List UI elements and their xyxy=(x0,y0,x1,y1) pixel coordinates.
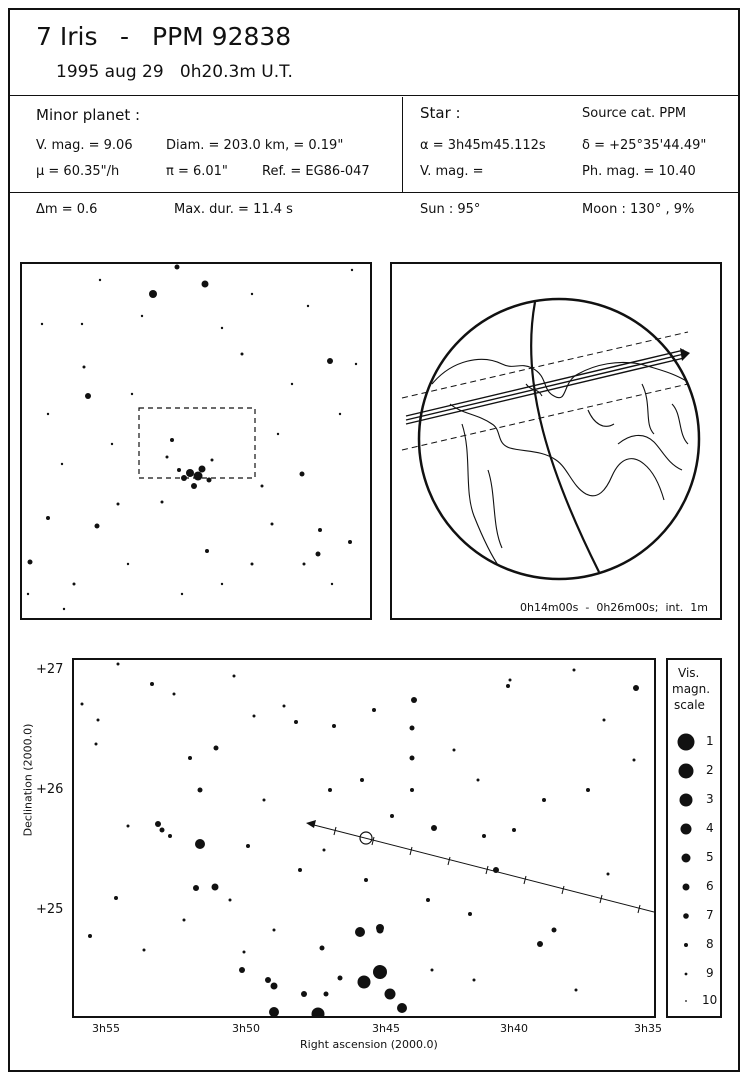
chart-star xyxy=(117,663,120,666)
chart-star xyxy=(586,788,590,792)
legend-dot-6 xyxy=(683,884,690,891)
globe-time-caption: 0h14m00s - 0h26m00s; int. 1m xyxy=(519,601,708,614)
chart-star xyxy=(328,788,332,792)
star-declination: δ = +25°35'44.49" xyxy=(582,138,707,153)
globe-map xyxy=(392,264,720,618)
chart-star xyxy=(468,912,472,916)
info-column-divider xyxy=(402,97,403,192)
chart-star xyxy=(338,976,343,981)
chart-star xyxy=(183,919,186,922)
chart-star xyxy=(81,703,84,706)
finder-star xyxy=(170,438,174,442)
chart-star xyxy=(312,1008,325,1017)
finder-star xyxy=(205,549,209,553)
finder-star xyxy=(41,323,43,325)
sun-elongation: Sun : 95° xyxy=(420,202,481,217)
star-chart-panel xyxy=(72,658,656,1018)
y-axis-label: Declination (2000.0) xyxy=(21,723,35,837)
finder-star xyxy=(211,459,214,462)
planet-vmag: V. mag. = 9.06 xyxy=(36,138,133,153)
star-heading: Star : xyxy=(420,104,461,122)
minor-planet-heading: Minor planet : xyxy=(36,106,141,124)
globe-panel xyxy=(390,262,722,620)
finder-star xyxy=(221,583,223,585)
finder-star xyxy=(261,485,264,488)
chart-star xyxy=(385,989,396,1000)
chart-star xyxy=(88,934,92,938)
finder-star xyxy=(85,393,91,399)
legend-dot-1 xyxy=(678,734,695,751)
finder-star xyxy=(241,353,244,356)
legend-label-9: 9 xyxy=(706,966,714,980)
chart-star xyxy=(294,720,298,724)
chart-star xyxy=(509,679,512,682)
chart-star xyxy=(298,868,302,872)
chart-star xyxy=(332,724,336,728)
finder-star xyxy=(202,281,209,288)
finder-star xyxy=(355,363,357,365)
legend-dot-2 xyxy=(679,764,694,779)
chart-star xyxy=(633,759,636,762)
chart-star xyxy=(173,693,176,696)
chart-star xyxy=(633,685,639,691)
chart-star xyxy=(263,799,266,802)
star-right-ascension: α = 3h45m45.112s xyxy=(420,138,546,153)
x-tick-3h50: 3h50 xyxy=(232,1022,260,1035)
chart-star xyxy=(453,749,456,752)
finder-star xyxy=(99,279,101,281)
finder-star xyxy=(166,456,169,459)
finder-star xyxy=(307,305,309,307)
chart-star xyxy=(411,697,417,703)
chart-star xyxy=(575,989,578,992)
finder-star xyxy=(348,540,352,544)
chart-star xyxy=(114,896,118,900)
chart-star xyxy=(168,834,172,838)
chart-star xyxy=(188,756,192,760)
finder-star xyxy=(61,463,63,465)
legend-dots xyxy=(668,660,720,1016)
finder-star xyxy=(327,358,333,364)
chart-star xyxy=(301,991,307,997)
legend-label-7: 7 xyxy=(706,908,714,922)
legend-dot-4 xyxy=(681,824,692,835)
legend-label-4: 4 xyxy=(706,821,714,835)
finder-star xyxy=(339,413,341,415)
chart-star xyxy=(265,977,271,983)
finder-star xyxy=(318,528,322,532)
chart-star xyxy=(271,983,278,990)
finder-star xyxy=(277,433,279,435)
x-tick-3h55: 3h55 xyxy=(92,1022,120,1035)
finder-star xyxy=(300,472,305,477)
max-duration: Max. dur. = 11.4 s xyxy=(174,202,293,217)
chart-star xyxy=(214,746,219,751)
chart-star xyxy=(542,798,546,802)
finder-star xyxy=(46,516,50,520)
chart-star xyxy=(212,884,219,891)
chart-star xyxy=(473,979,476,982)
chart-star xyxy=(246,844,250,848)
y-tick-25: +25 xyxy=(36,902,64,917)
event-datetime: 1995 aug 29 0h20.3m U.T. xyxy=(56,62,293,82)
legend-label-8: 8 xyxy=(706,937,714,951)
chart-star xyxy=(324,992,329,997)
finder-star xyxy=(131,393,133,395)
chart-star xyxy=(358,976,371,989)
finder-star xyxy=(95,524,100,529)
finder-star xyxy=(149,290,157,298)
chart-star xyxy=(269,1007,279,1016)
finder-star xyxy=(316,552,321,557)
legend-label-10: 10 xyxy=(702,993,718,1007)
legend-label-6: 6 xyxy=(706,879,714,893)
chart-star xyxy=(150,682,154,686)
zoom-region-box xyxy=(139,408,255,478)
legend-label-1: 1 xyxy=(706,734,714,748)
chart-star xyxy=(239,967,245,973)
legend-label-5: 5 xyxy=(706,850,714,864)
finder-star xyxy=(181,475,187,481)
legend-dot-10 xyxy=(685,1000,687,1002)
chart-star xyxy=(552,928,557,933)
chart-star xyxy=(431,969,434,972)
magnitude-legend xyxy=(666,658,722,1018)
legend-dot-7 xyxy=(683,913,689,919)
title-dash: - xyxy=(120,22,130,51)
legend-title-line: magn. xyxy=(672,682,711,696)
chart-star xyxy=(537,941,543,947)
chart-star xyxy=(360,778,364,782)
planet-parallax: π = 6.01" xyxy=(166,164,228,179)
star-vmag: V. mag. = xyxy=(420,164,484,179)
chart-star xyxy=(195,839,205,849)
source-catalog: Source cat. PPM xyxy=(582,106,687,121)
chart-star xyxy=(372,708,376,712)
chart-star xyxy=(373,965,387,979)
finder-star xyxy=(331,583,333,585)
object-name: 7 Iris xyxy=(36,22,98,51)
legend-dot-5 xyxy=(682,854,691,863)
finder-star xyxy=(73,583,76,586)
finder-star xyxy=(199,466,206,473)
x-axis-label: Right ascension (2000.0) xyxy=(300,1038,438,1051)
legend-title-line: Vis. xyxy=(678,666,700,680)
finder-star xyxy=(251,563,254,566)
chart-star xyxy=(160,828,165,833)
planet-path-line xyxy=(310,824,654,912)
chart-star xyxy=(607,873,610,876)
chart-star xyxy=(97,719,100,722)
star-phmag: Ph. mag. = 10.40 xyxy=(582,164,696,179)
finder-star xyxy=(291,383,293,385)
star-chart xyxy=(74,660,654,1016)
chart-star xyxy=(512,828,516,832)
delta-magnitude: Δm = 0.6 xyxy=(36,202,98,217)
chart-star xyxy=(390,814,394,818)
finder-chart-panel xyxy=(20,262,372,620)
moon-elongation: Moon : 130° , 9% xyxy=(582,202,695,217)
chart-star xyxy=(355,927,365,937)
finder-star xyxy=(111,443,113,445)
finder-star xyxy=(27,593,29,595)
y-tick-26: +26 xyxy=(36,782,64,797)
chart-star xyxy=(127,825,130,828)
chart-star xyxy=(410,756,415,761)
finder-star xyxy=(221,327,223,329)
x-tick-3h45: 3h45 xyxy=(372,1022,400,1035)
legend-dot-3 xyxy=(680,794,693,807)
chart-star xyxy=(573,669,576,672)
x-tick-3h35: 3h35 xyxy=(634,1022,662,1035)
finder-star xyxy=(47,413,49,415)
finder-star xyxy=(28,560,33,565)
finder-star xyxy=(117,503,120,506)
finder-star xyxy=(207,478,212,483)
finder-star xyxy=(81,323,83,325)
finder-star xyxy=(251,293,253,295)
x-tick-3h40: 3h40 xyxy=(500,1022,528,1035)
chart-star xyxy=(376,924,384,932)
legend-label-3: 3 xyxy=(706,792,714,806)
chart-star xyxy=(323,849,326,852)
y-tick-27: +27 xyxy=(36,662,64,677)
chart-star xyxy=(143,949,146,952)
chart-star xyxy=(603,719,606,722)
finder-star xyxy=(141,315,143,317)
chart-star xyxy=(506,684,510,688)
chart-star xyxy=(198,788,203,793)
chart-star xyxy=(482,834,486,838)
finder-star xyxy=(63,608,65,610)
finder-star xyxy=(191,483,197,489)
planet-reference: Ref. = EG86-047 xyxy=(262,164,370,179)
info-divider xyxy=(8,192,740,193)
chart-star xyxy=(155,821,161,827)
planet-path-arrowhead xyxy=(306,820,316,828)
chart-star xyxy=(397,1003,407,1013)
finder-star xyxy=(175,265,180,270)
planet-motion: μ = 60.35"/h xyxy=(36,164,120,179)
finder-starfield xyxy=(22,264,370,618)
chart-star xyxy=(283,705,286,708)
finder-star xyxy=(177,468,181,472)
finder-star xyxy=(161,501,164,504)
chart-star xyxy=(410,788,414,792)
chart-star xyxy=(243,951,246,954)
finder-star xyxy=(351,269,353,271)
chart-star xyxy=(95,743,98,746)
finder-star xyxy=(303,563,306,566)
chart-star xyxy=(253,715,256,718)
star-id: PPM 92838 xyxy=(152,22,292,51)
chart-star xyxy=(364,878,368,882)
chart-star xyxy=(273,929,276,932)
chart-star xyxy=(233,675,236,678)
chart-star xyxy=(477,779,480,782)
finder-star xyxy=(194,472,203,481)
legend-dot-9 xyxy=(685,973,688,976)
path-tick-marks xyxy=(334,827,640,913)
header-divider xyxy=(8,95,740,96)
earth-outline xyxy=(419,299,699,579)
finder-star xyxy=(127,563,129,565)
finder-star xyxy=(83,366,86,369)
finder-star xyxy=(181,593,183,595)
chart-star xyxy=(410,726,415,731)
planet-diameter: Diam. = 203.0 km, = 0.19" xyxy=(166,138,344,153)
chart-star xyxy=(229,899,232,902)
chart-star xyxy=(426,898,430,902)
chart-star xyxy=(193,885,199,891)
chart-star xyxy=(431,825,437,831)
chart-star xyxy=(320,946,325,951)
legend-title-line: scale xyxy=(674,698,705,712)
legend-label-2: 2 xyxy=(706,763,714,777)
finder-star xyxy=(271,523,274,526)
legend-dot-8 xyxy=(684,943,688,947)
finder-star xyxy=(186,469,194,477)
